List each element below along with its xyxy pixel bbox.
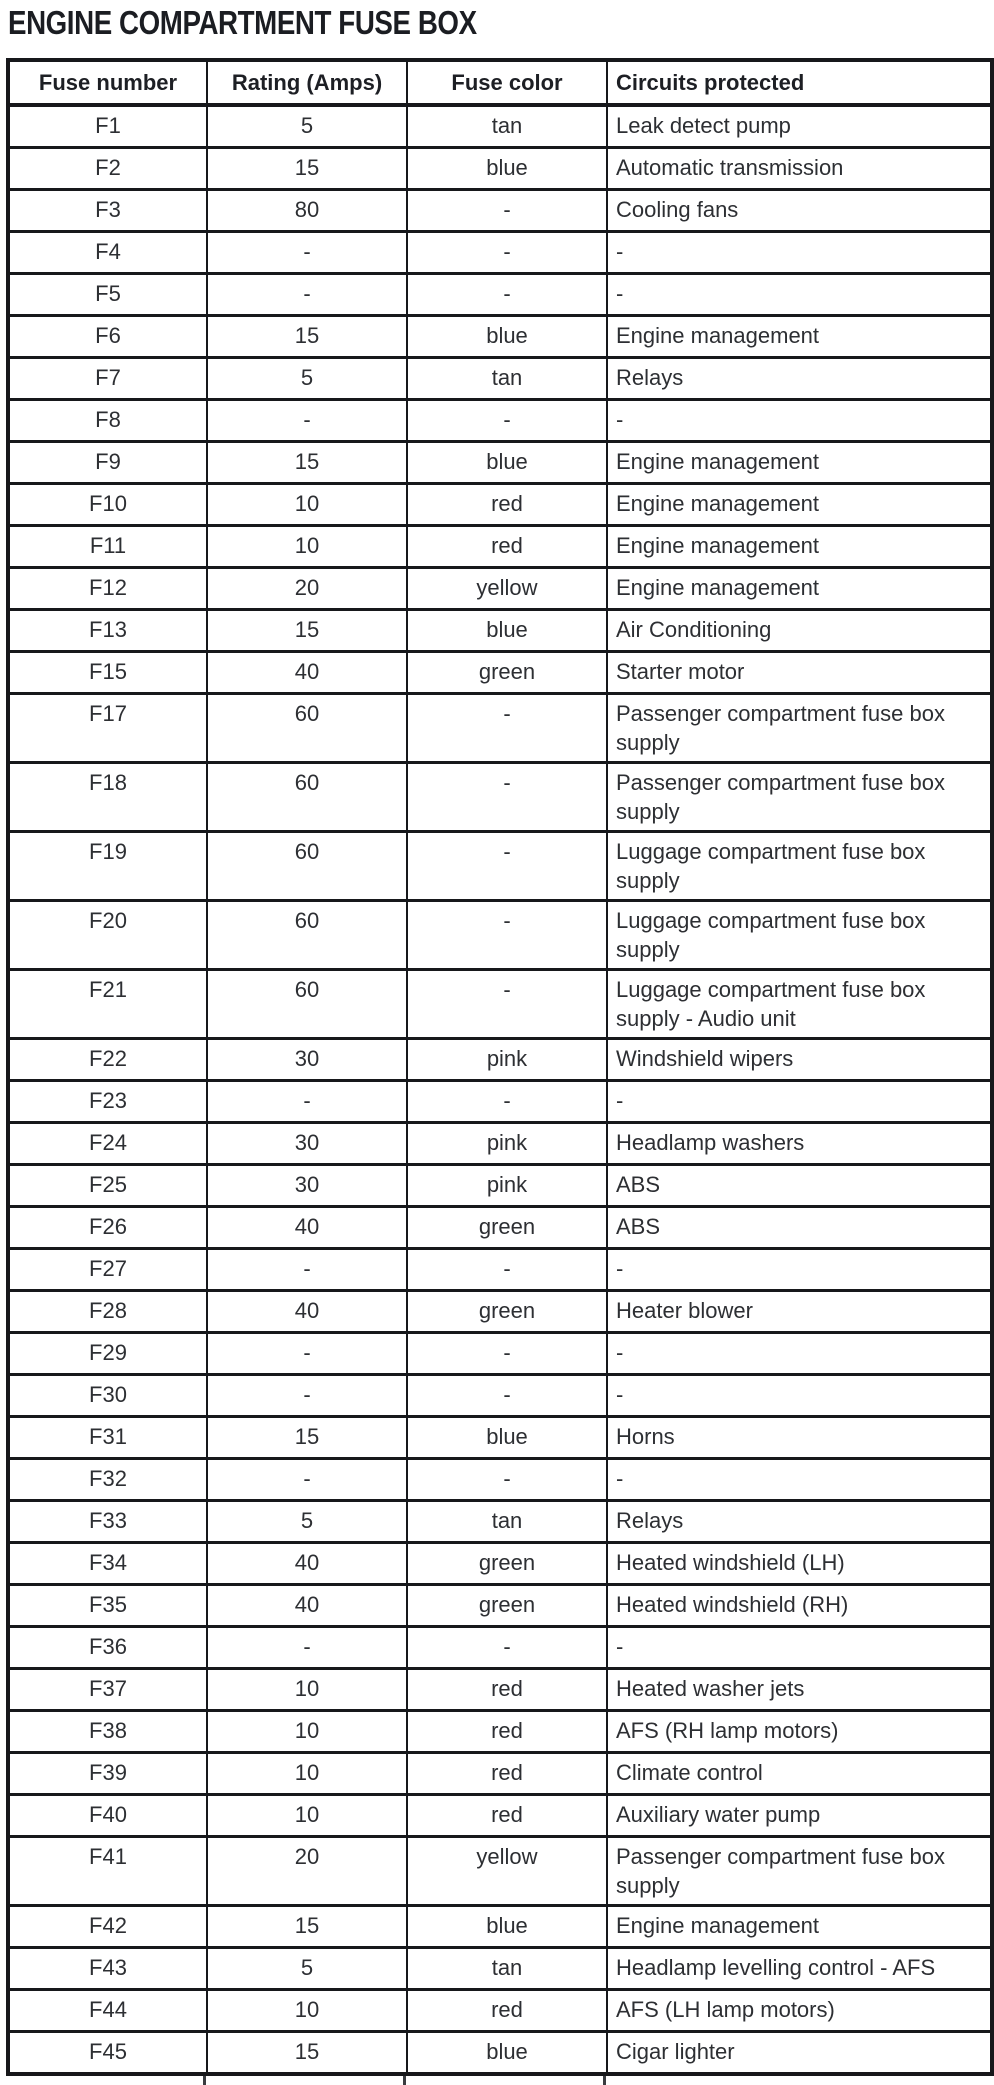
table-row xyxy=(8,316,992,358)
cell-circuits: Engine management xyxy=(607,526,992,568)
cell-fuse-number: F34 xyxy=(8,1543,207,1585)
cell-fuse-number: F11 xyxy=(8,526,207,568)
cell-rating: 60 xyxy=(207,763,407,832)
cell-fuse-color: blue xyxy=(407,442,607,484)
cell-fuse-color: pink xyxy=(407,1123,607,1165)
cell-rating: 15 xyxy=(207,1417,407,1459)
cell-fuse-number: F22 xyxy=(8,1039,207,1081)
cell-fuse-number: F43 xyxy=(8,1948,207,1990)
table-row xyxy=(8,694,992,763)
cell-circuits: Passenger compartment fuse box supply xyxy=(607,1837,992,1906)
table-continuation-stub xyxy=(403,2076,406,2085)
cell-rating: 40 xyxy=(207,652,407,694)
cell-fuse-color: blue xyxy=(407,316,607,358)
cell-fuse-number: F24 xyxy=(8,1123,207,1165)
cell-circuits: - xyxy=(607,400,992,442)
cell-circuits: ABS xyxy=(607,1207,992,1249)
cell-fuse-number: F10 xyxy=(8,484,207,526)
cell-fuse-number: F12 xyxy=(8,568,207,610)
cell-circuits: Starter motor xyxy=(607,652,992,694)
cell-fuse-number: F17 xyxy=(8,694,207,763)
cell-fuse-number: F13 xyxy=(8,610,207,652)
cell-rating: - xyxy=(207,1081,407,1123)
cell-fuse-color: red xyxy=(407,484,607,526)
cell-fuse-number: F19 xyxy=(8,832,207,901)
table-row xyxy=(8,1039,992,1081)
cell-fuse-color: - xyxy=(407,400,607,442)
table-row xyxy=(8,2032,992,2075)
cell-fuse-color: - xyxy=(407,901,607,970)
table-row xyxy=(8,610,992,652)
table-continuation-stub xyxy=(603,2076,606,2085)
cell-rating: 40 xyxy=(207,1585,407,1627)
cell-fuse-number: F4 xyxy=(8,232,207,274)
cell-circuits: ABS xyxy=(607,1165,992,1207)
cell-rating: - xyxy=(207,400,407,442)
cell-fuse-color: red xyxy=(407,526,607,568)
cell-rating: 30 xyxy=(207,1123,407,1165)
cell-fuse-color: - xyxy=(407,1081,607,1123)
cell-fuse-number: F31 xyxy=(8,1417,207,1459)
cell-rating: 40 xyxy=(207,1291,407,1333)
cell-circuits: Headlamp levelling control - AFS xyxy=(607,1948,992,1990)
cell-fuse-number: F41 xyxy=(8,1837,207,1906)
table-row xyxy=(8,526,992,568)
cell-circuits: - xyxy=(607,1333,992,1375)
fuse-table-container xyxy=(6,58,990,2076)
cell-fuse-color: red xyxy=(407,1753,607,1795)
cell-fuse-color: blue xyxy=(407,610,607,652)
cell-rating: 80 xyxy=(207,190,407,232)
cell-fuse-color: green xyxy=(407,1585,607,1627)
table-row xyxy=(8,1795,992,1837)
cell-circuits: - xyxy=(607,274,992,316)
cell-fuse-number: F33 xyxy=(8,1501,207,1543)
header-fuse-number: Fuse number xyxy=(8,60,207,105)
cell-fuse-number: F5 xyxy=(8,274,207,316)
cell-rating: 10 xyxy=(207,1753,407,1795)
cell-rating: 15 xyxy=(207,1906,407,1948)
cell-fuse-color: yellow xyxy=(407,1837,607,1906)
cell-circuits: Automatic transmission xyxy=(607,148,992,190)
cell-circuits: Cigar lighter xyxy=(607,2032,992,2075)
cell-circuits: Air Conditioning xyxy=(607,610,992,652)
cell-fuse-number: F15 xyxy=(8,652,207,694)
cell-rating: 30 xyxy=(207,1039,407,1081)
cell-rating: 20 xyxy=(207,1837,407,1906)
cell-circuits: Passenger compartment fuse box supply xyxy=(607,694,992,763)
cell-fuse-number: F25 xyxy=(8,1165,207,1207)
cell-fuse-color: green xyxy=(407,1291,607,1333)
cell-fuse-color: pink xyxy=(407,1039,607,1081)
table-row xyxy=(8,901,992,970)
cell-fuse-color: tan xyxy=(407,105,607,148)
cell-rating: 30 xyxy=(207,1165,407,1207)
table-row xyxy=(8,1249,992,1291)
cell-fuse-color: blue xyxy=(407,148,607,190)
cell-fuse-color: green xyxy=(407,652,607,694)
table-row xyxy=(8,1948,992,1990)
cell-fuse-color: tan xyxy=(407,1501,607,1543)
table-row xyxy=(8,1165,992,1207)
table-row xyxy=(8,1990,992,2032)
table-row xyxy=(8,568,992,610)
table-row xyxy=(8,1291,992,1333)
table-row xyxy=(8,400,992,442)
table-row xyxy=(8,652,992,694)
cell-circuits: Engine management xyxy=(607,1906,992,1948)
cell-rating: 5 xyxy=(207,1948,407,1990)
fuse-table xyxy=(6,58,994,2076)
table-row xyxy=(8,1627,992,1669)
cell-circuits: Climate control xyxy=(607,1753,992,1795)
cell-rating: - xyxy=(207,1627,407,1669)
cell-fuse-number: F7 xyxy=(8,358,207,400)
cell-rating: 15 xyxy=(207,2032,407,2075)
cell-rating: 15 xyxy=(207,442,407,484)
cell-fuse-color: yellow xyxy=(407,568,607,610)
table-row xyxy=(8,1585,992,1627)
cell-circuits: Luggage compartment fuse box supply - Audio unit xyxy=(607,970,992,1039)
cell-fuse-color: - xyxy=(407,694,607,763)
cell-rating: 10 xyxy=(207,484,407,526)
table-row xyxy=(8,1906,992,1948)
cell-fuse-color: blue xyxy=(407,2032,607,2075)
cell-rating: 40 xyxy=(207,1207,407,1249)
table-row xyxy=(8,1543,992,1585)
table-row xyxy=(8,442,992,484)
cell-rating: 10 xyxy=(207,1990,407,2032)
cell-circuits: Relays xyxy=(607,1501,992,1543)
cell-rating: 40 xyxy=(207,1543,407,1585)
cell-fuse-color: blue xyxy=(407,1906,607,1948)
cell-circuits: Leak detect pump xyxy=(607,105,992,148)
cell-circuits: Heated windshield (LH) xyxy=(607,1543,992,1585)
table-row xyxy=(8,1333,992,1375)
cell-circuits: Headlamp washers xyxy=(607,1123,992,1165)
cell-circuits: Passenger compartment fuse box supply xyxy=(607,763,992,832)
table-row xyxy=(8,1207,992,1249)
cell-rating: 60 xyxy=(207,832,407,901)
cell-fuse-number: F28 xyxy=(8,1291,207,1333)
table-row xyxy=(8,105,992,148)
cell-fuse-color: red xyxy=(407,1990,607,2032)
cell-fuse-number: F9 xyxy=(8,442,207,484)
cell-circuits: - xyxy=(607,1249,992,1291)
cell-rating: 5 xyxy=(207,105,407,148)
page-title: ENGINE COMPARTMENT FUSE BOX xyxy=(8,4,477,41)
table-row xyxy=(8,763,992,832)
cell-fuse-number: F40 xyxy=(8,1795,207,1837)
cell-rating: 10 xyxy=(207,526,407,568)
cell-rating: 15 xyxy=(207,610,407,652)
cell-circuits: Engine management xyxy=(607,316,992,358)
cell-rating: 5 xyxy=(207,358,407,400)
cell-fuse-number: F6 xyxy=(8,316,207,358)
cell-fuse-color: tan xyxy=(407,358,607,400)
table-row xyxy=(8,1123,992,1165)
table-row xyxy=(8,1711,992,1753)
cell-circuits: - xyxy=(607,232,992,274)
cell-fuse-color: - xyxy=(407,1459,607,1501)
cell-fuse-number: F37 xyxy=(8,1669,207,1711)
table-row xyxy=(8,232,992,274)
cell-circuits: Relays xyxy=(607,358,992,400)
table-row xyxy=(8,1375,992,1417)
table-row xyxy=(8,484,992,526)
cell-fuse-number: F32 xyxy=(8,1459,207,1501)
table-row xyxy=(8,1417,992,1459)
table-row xyxy=(8,970,992,1039)
header-rating: Rating (Amps) xyxy=(207,60,407,105)
cell-fuse-color: green xyxy=(407,1543,607,1585)
cell-fuse-number: F45 xyxy=(8,2032,207,2075)
cell-fuse-color: - xyxy=(407,274,607,316)
cell-rating: - xyxy=(207,274,407,316)
cell-circuits: - xyxy=(607,1627,992,1669)
cell-rating: 5 xyxy=(207,1501,407,1543)
cell-circuits: Heated windshield (RH) xyxy=(607,1585,992,1627)
cell-fuse-color: pink xyxy=(407,1165,607,1207)
cell-rating: 10 xyxy=(207,1711,407,1753)
cell-fuse-number: F3 xyxy=(8,190,207,232)
cell-fuse-number: F27 xyxy=(8,1249,207,1291)
cell-circuits: Engine management xyxy=(607,442,992,484)
cell-fuse-number: F2 xyxy=(8,148,207,190)
table-row xyxy=(8,1501,992,1543)
cell-rating: 10 xyxy=(207,1795,407,1837)
cell-rating: 60 xyxy=(207,901,407,970)
table-row xyxy=(8,1753,992,1795)
cell-rating: 10 xyxy=(207,1669,407,1711)
cell-circuits: - xyxy=(607,1081,992,1123)
cell-fuse-number: F44 xyxy=(8,1990,207,2032)
cell-fuse-color: tan xyxy=(407,1948,607,1990)
cell-fuse-color: - xyxy=(407,970,607,1039)
cell-circuits: - xyxy=(607,1459,992,1501)
cell-circuits: Horns xyxy=(607,1417,992,1459)
cell-circuits: - xyxy=(607,1375,992,1417)
cell-fuse-color: - xyxy=(407,1627,607,1669)
cell-fuse-number: F1 xyxy=(8,105,207,148)
table-row xyxy=(8,358,992,400)
table-row xyxy=(8,148,992,190)
cell-fuse-number: F42 xyxy=(8,1906,207,1948)
cell-fuse-color: red xyxy=(407,1711,607,1753)
cell-fuse-number: F18 xyxy=(8,763,207,832)
cell-circuits: Cooling fans xyxy=(607,190,992,232)
cell-fuse-number: F38 xyxy=(8,1711,207,1753)
cell-circuits: AFS (RH lamp motors) xyxy=(607,1711,992,1753)
cell-fuse-number: F30 xyxy=(8,1375,207,1417)
cell-fuse-number: F8 xyxy=(8,400,207,442)
cell-rating: 60 xyxy=(207,970,407,1039)
table-row xyxy=(8,1459,992,1501)
cell-circuits: Engine management xyxy=(607,568,992,610)
cell-fuse-color: blue xyxy=(407,1417,607,1459)
fuse-table-body xyxy=(8,105,992,2074)
cell-fuse-number: F23 xyxy=(8,1081,207,1123)
cell-fuse-color: green xyxy=(407,1207,607,1249)
cell-fuse-number: F35 xyxy=(8,1585,207,1627)
cell-circuits: Engine management xyxy=(607,484,992,526)
cell-circuits: Luggage compartment fuse box supply xyxy=(607,832,992,901)
cell-fuse-color: - xyxy=(407,763,607,832)
cell-fuse-number: F29 xyxy=(8,1333,207,1375)
cell-fuse-color: - xyxy=(407,832,607,901)
cell-circuits: Windshield wipers xyxy=(607,1039,992,1081)
cell-fuse-color: - xyxy=(407,1249,607,1291)
table-row xyxy=(8,1837,992,1906)
cell-rating: - xyxy=(207,1249,407,1291)
cell-fuse-color: - xyxy=(407,1375,607,1417)
fuse-table-header xyxy=(8,60,992,105)
cell-rating: 60 xyxy=(207,694,407,763)
cell-rating: - xyxy=(207,1375,407,1417)
table-continuation-stub xyxy=(203,2076,206,2085)
cell-fuse-color: red xyxy=(407,1795,607,1837)
cell-rating: 15 xyxy=(207,316,407,358)
cell-fuse-number: F21 xyxy=(8,970,207,1039)
cell-circuits: Heated washer jets xyxy=(607,1669,992,1711)
cell-rating: - xyxy=(207,1459,407,1501)
header-fuse-color: Fuse color xyxy=(407,60,607,105)
table-row xyxy=(8,832,992,901)
cell-fuse-number: F36 xyxy=(8,1627,207,1669)
table-row xyxy=(8,274,992,316)
cell-rating: - xyxy=(207,232,407,274)
cell-rating: 20 xyxy=(207,568,407,610)
cell-rating: - xyxy=(207,1333,407,1375)
cell-circuits: Auxiliary water pump xyxy=(607,1795,992,1837)
cell-circuits: Heater blower xyxy=(607,1291,992,1333)
cell-fuse-color: - xyxy=(407,190,607,232)
header-circuits-protected: Circuits protected xyxy=(607,60,992,105)
cell-fuse-number: F20 xyxy=(8,901,207,970)
table-row xyxy=(8,1081,992,1123)
cell-fuse-color: - xyxy=(407,1333,607,1375)
table-row xyxy=(8,190,992,232)
cell-fuse-color: - xyxy=(407,232,607,274)
cell-fuse-color: red xyxy=(407,1669,607,1711)
cell-fuse-number: F26 xyxy=(8,1207,207,1249)
table-row xyxy=(8,1669,992,1711)
header-row xyxy=(8,60,992,105)
cell-circuits: AFS (LH lamp motors) xyxy=(607,1990,992,2032)
cell-rating: 15 xyxy=(207,148,407,190)
cell-fuse-number: F39 xyxy=(8,1753,207,1795)
cell-circuits: Luggage compartment fuse box supply xyxy=(607,901,992,970)
